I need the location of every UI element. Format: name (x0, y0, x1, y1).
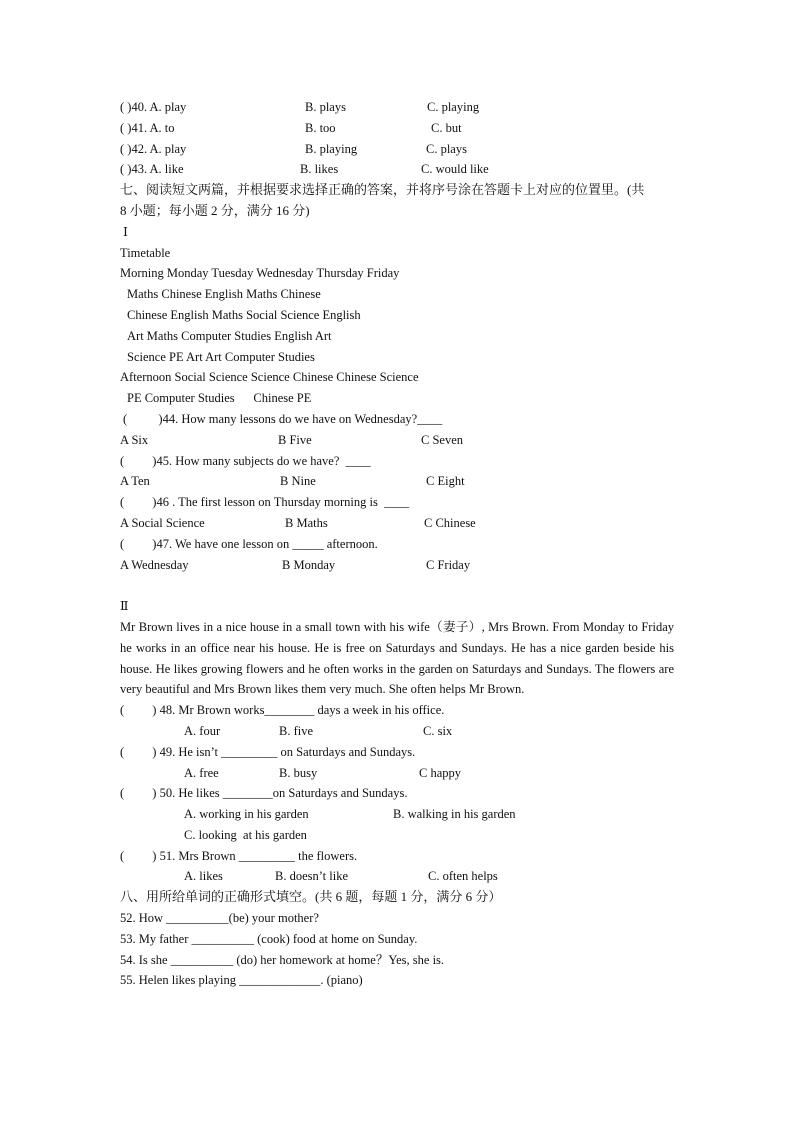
option-b: B. walking in his garden (393, 807, 516, 822)
timetable-line: Morning Monday Tuesday Wednesday Thursday Friday (120, 266, 400, 281)
mc-option-a: ( )41. A. to (120, 120, 175, 135)
mc-option-b: B. playing (305, 141, 358, 156)
option-c: C. six (423, 723, 453, 738)
fill-in-item: 52. How __________(be) your mother? (120, 911, 319, 926)
mc-option-c: C. plays (426, 141, 467, 156)
reading-passage: Mr Brown lives in a nice house in a small town with his wife（妻子）, Mrs Brown. From Monday to Friday he works in an office near his house. He is free on Saturdays and Sundays. He has a nice garden beside his house. He likes growing flowers and he often works in the garden on Saturdays and Sundays. The flowers are very beautiful and Mrs Brown likes them very much. She often helps Mr Brown. (120, 619, 674, 697)
answer-options (120, 471, 680, 492)
question-stem: ( ) 50. He likes ________on Saturdays and Sundays. (120, 786, 408, 801)
mc-item (120, 97, 680, 118)
section-heading: 七、阅读短文两篇，并根据要求选择正确的答案，并将序号涂在答题卡上对应的位置里。(共 (120, 182, 645, 198)
part-numeral: Ⅰ (123, 224, 128, 239)
timetable-line: PE Computer Studies Chinese PE (127, 391, 312, 406)
timetable-line: Chinese English Maths Social Science English (127, 307, 361, 322)
question-stem: ( ) 51. Mrs Brown _________ the flowers. (120, 848, 358, 863)
question-stem: ( ) 49. He isn’t _________ on Saturdays and Sundays. (120, 744, 416, 759)
answer-options (120, 555, 680, 576)
option-c: C Seven (421, 432, 464, 447)
timetable (120, 263, 680, 409)
option-c: C Chinese (424, 515, 476, 530)
blank-line (120, 575, 680, 596)
option-b: B. doesn’t like (275, 869, 349, 884)
option-c: C Friday (426, 557, 471, 572)
part-numeral: Ⅱ (120, 599, 129, 614)
question-stem: ( )47. We have one lesson on _____ afternoon. (120, 536, 378, 551)
option-a: A. four (184, 723, 221, 738)
fill-in-item: 54. Is she __________ (do) her homework at home？Yes, she is. (120, 952, 445, 967)
reading-questions-1 (120, 409, 680, 575)
answer-options (120, 866, 680, 887)
answer-options (120, 513, 680, 534)
mc-item (120, 159, 680, 180)
option-c: C. looking at his garden (184, 827, 307, 842)
mc-option-c: C. would like (421, 162, 489, 177)
section-heading: 八、用所给单词的正确形式填空。(共 6 题，每题 1 分，满分 6 分） (120, 889, 502, 905)
fill-in-item: 53. My father __________ (cook) food at home on Sunday. (120, 931, 418, 946)
option-a: A Social Science (120, 515, 205, 530)
timetable-line: Maths Chinese English Maths Chinese (127, 287, 321, 302)
option-a: A Six (120, 432, 149, 447)
answer-options (120, 430, 680, 451)
option-b: B. five (279, 723, 314, 738)
timetable-line: Art Maths Computer Studies English Art (127, 328, 332, 343)
answer-options (120, 721, 680, 742)
mc-item (120, 118, 680, 139)
answer-options-cont (120, 825, 680, 846)
option-a: A. working in his garden (184, 807, 309, 822)
timetable-line: Afternoon Social Science Science Chinese Chinese Science (120, 370, 419, 385)
mc-section (120, 97, 680, 180)
question-stem: ( ) 48. Mr Brown works________ days a week in his office. (120, 703, 445, 718)
option-a: A. free (184, 765, 219, 780)
option-b: B Five (278, 432, 312, 447)
mc-option-b: B. plays (305, 100, 346, 114)
option-b: B. busy (279, 765, 318, 780)
mc-option-a: ( )40. A. play (120, 100, 187, 114)
mc-option-c: C. playing (427, 100, 480, 114)
exam-page (120, 97, 680, 991)
fill-in-section (120, 908, 680, 991)
question-stem: ( )46 . The first lesson on Thursday morning is ____ (120, 495, 410, 510)
option-c: C happy (419, 765, 462, 780)
section-heading-cont: 8 小题；每小题 2 分，满分 16 分) (120, 202, 310, 218)
answer-options (120, 763, 680, 784)
mc-option-a: ( )43. A. like (120, 162, 184, 177)
option-b: B Nine (280, 474, 316, 489)
mc-option-b: B. likes (300, 162, 339, 177)
option-a: A Wednesday (120, 557, 189, 572)
option-a: A. likes (184, 869, 223, 884)
mc-option-a: ( )42. A. play (120, 141, 187, 156)
timetable-line: Science PE Art Art Computer Studies (127, 349, 315, 364)
fill-in-item: 55. Helen likes playing _____________. (piano) (120, 973, 363, 988)
mc-item (120, 139, 680, 160)
mc-option-b: B. too (305, 120, 336, 135)
reading-questions-2 (120, 700, 680, 887)
question-stem: ( )44. How many lessons do we have on Wednesday?____ (123, 411, 443, 426)
option-a: A Ten (120, 474, 150, 489)
timetable-title: Timetable (120, 245, 171, 260)
mc-option-c: C. but (431, 120, 462, 135)
option-b: B Monday (282, 557, 336, 572)
option-c: C Eight (426, 474, 465, 489)
option-b: B Maths (285, 515, 328, 530)
answer-options (120, 804, 680, 825)
question-stem: ( )45. How many subjects do we have? ____ (120, 453, 371, 468)
option-c: C. often helps (428, 869, 498, 884)
